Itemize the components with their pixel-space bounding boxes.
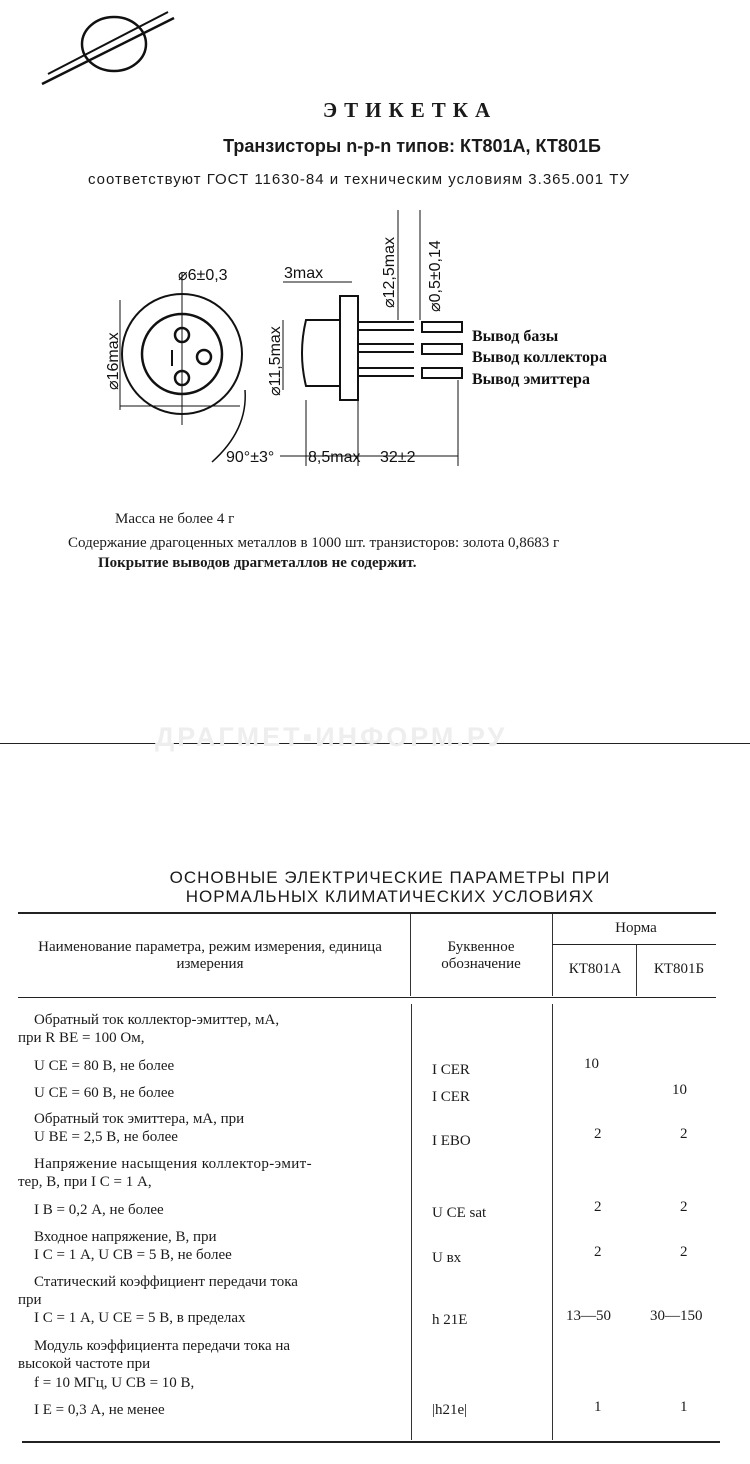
col-a-header: КТ801А — [568, 961, 622, 977]
row-symbol: h 21E — [432, 1312, 468, 1328]
params-title-line2: НОРМАЛЬНЫХ КЛИМАТИЧЕСКИХ УСЛОВИЯХ — [185, 887, 595, 906]
table-row: U CE = 80 В, не более — [34, 1058, 175, 1074]
params-title-line1: ОСНОВНЫЕ ЭЛЕКТРИЧЕСКИЕ ПАРАМЕТРЫ ПРИ — [169, 868, 611, 887]
table-row: тер, В, при I C = 1 А, — [18, 1174, 152, 1190]
stamp-logo — [38, 8, 178, 88]
col-param-header: Наименование параметра, режим измерения, единица измерения — [38, 939, 382, 972]
table-row: Модуль коэффициента передачи тока на — [34, 1338, 291, 1354]
norm-subrule — [552, 944, 716, 945]
transistor-drawing — [0, 200, 750, 480]
col-symbol-header: Буквенное обозначение — [441, 939, 521, 972]
row-value-a: 2 — [594, 1126, 602, 1142]
row-value-b: 30—150 — [650, 1308, 703, 1324]
dim-cap-height: 3max — [284, 265, 324, 282]
col-divider-2 — [552, 914, 553, 996]
table-row: U BE = 2,5 В, не более — [34, 1129, 178, 1145]
row-value-b: 1 — [680, 1399, 688, 1415]
col-divider-body-2 — [552, 1004, 553, 1440]
row-value-a: 2 — [594, 1199, 602, 1215]
pin-collector-label: Вывод коллектора — [472, 349, 607, 366]
col-divider-3 — [636, 945, 637, 996]
dim-cap-diameter: ⌀6±0,3 — [178, 267, 228, 284]
pin-emitter-label: Вывод эмиттера — [472, 371, 590, 388]
pin-base-label: Вывод базы — [472, 328, 559, 345]
watermark: ДРАГМЕТ▪ИНФОРМ.РУ — [155, 722, 508, 752]
row-symbol: I EBO — [432, 1133, 471, 1149]
row-value-a: 1 — [594, 1399, 602, 1415]
row-value-b: 2 — [680, 1126, 688, 1142]
precious-metals-text: Содержание драгоценных металлов в 1000 шт. транзисторов: золота 0,8683 г — [68, 535, 560, 551]
dim-lead-length-max: ⌀12,5max — [381, 237, 398, 308]
table-bottom-rule — [22, 1441, 720, 1443]
label-title: ЭТИКЕТКА — [322, 98, 498, 122]
dim-angle: 90°±3° — [226, 449, 275, 466]
table-row: Напряжение насыщения коллектор-эмит- — [34, 1156, 313, 1172]
dim-lead-diameter: ⌀0,5±0,14 — [427, 240, 444, 312]
dim-lead-length: 32±2 — [380, 449, 416, 466]
col-b-header: КТ801Б — [653, 961, 705, 977]
table-row: I E = 0,3 А, не менее — [34, 1402, 165, 1418]
mass-text: Масса не более 4 г — [115, 511, 235, 527]
col-divider-1 — [410, 914, 411, 996]
dim-body-diameter: ⌀16max — [105, 332, 122, 390]
conformity-text: соответствуют ГОСТ 11630-84 и техническим условиям 3.365.001 ТУ — [88, 171, 630, 188]
row-value-b: 2 — [680, 1244, 688, 1260]
row-value-b: 10 — [672, 1082, 687, 1098]
table-row: Статический коэффициент передачи тока — [34, 1274, 298, 1290]
table-row: Обратный ток коллектор-эмиттер, мА, — [34, 1012, 280, 1028]
col-divider-body-1 — [411, 1004, 412, 1440]
table-row: при R BE = 100 Ом, — [18, 1030, 145, 1046]
table-row: при — [18, 1292, 42, 1308]
row-symbol: I CER — [432, 1062, 470, 1078]
coating-text: Покрытие выводов драгметаллов не содержит. — [98, 555, 417, 571]
table-row: Входное напряжение, В, при — [34, 1229, 217, 1245]
table-row: I C = 1 А, U CE = 5 В, в пределах — [34, 1310, 246, 1326]
row-value-a: 13—50 — [566, 1308, 611, 1324]
table-row: f = 10 МГц, U CB = 10 В, — [34, 1375, 195, 1391]
table-top-rule — [18, 912, 716, 914]
row-symbol: U вх — [432, 1250, 462, 1266]
table-row: Обратный ток эмиттера, мА, при — [34, 1111, 245, 1127]
row-symbol: |h21e| — [432, 1402, 468, 1418]
col-norm-header: Норма — [615, 920, 657, 936]
front-view — [120, 272, 245, 462]
table-row: I C = 1 А, U CB = 5 В, не более — [34, 1247, 232, 1263]
dim-body-length: 8,5max — [308, 449, 361, 466]
row-value-b: 2 — [680, 1199, 688, 1215]
table-row: U CE = 60 В, не более — [34, 1085, 175, 1101]
table-header-rule — [18, 997, 716, 998]
row-value-a: 10 — [584, 1056, 599, 1072]
table-row: высокой частоте при — [18, 1356, 151, 1372]
subtitle: Транзисторы n-p-n типов: КТ801А, КТ801Б — [223, 136, 601, 156]
row-symbol: U CE sat — [432, 1205, 487, 1221]
row-value-a: 2 — [594, 1244, 602, 1260]
table-row: I B = 0,2 А, не более — [34, 1202, 164, 1218]
row-symbol: I CER — [432, 1089, 470, 1105]
dim-body-width: ⌀11,5max — [267, 326, 284, 396]
